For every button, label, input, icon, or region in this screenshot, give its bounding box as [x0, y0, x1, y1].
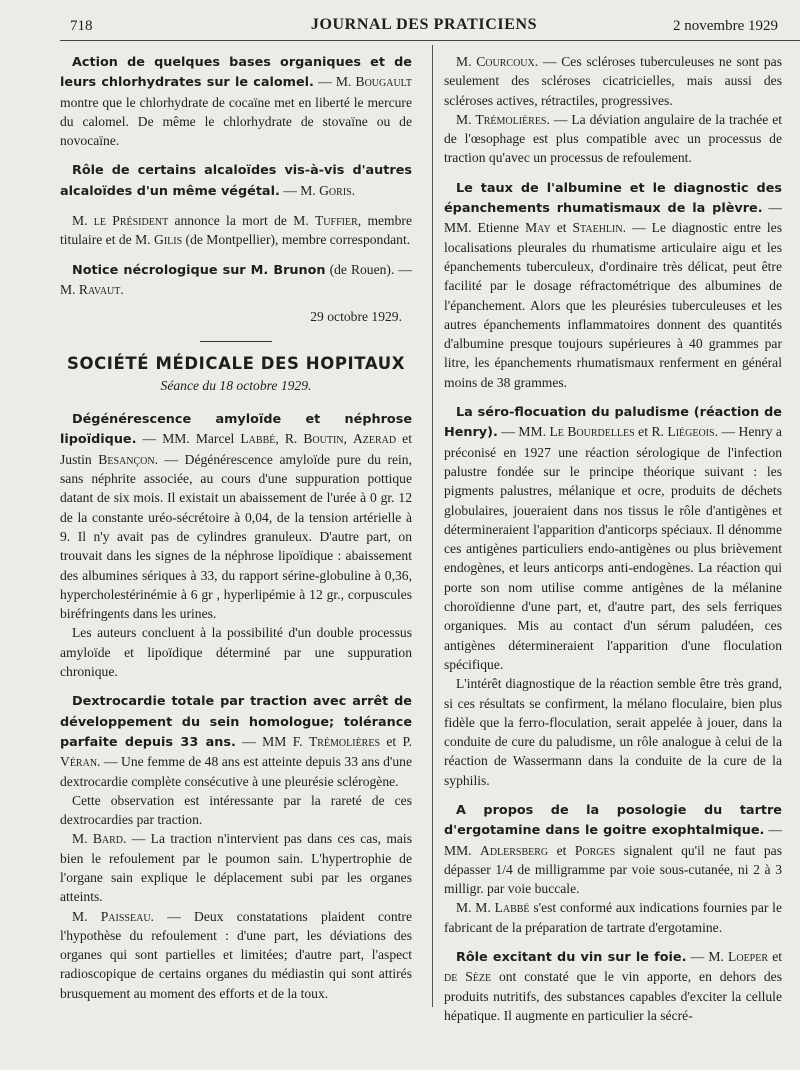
society-heading: SOCIÉTÉ MÉDICALE DES HOPITAUX [66, 353, 406, 373]
article-title: Dextrocardie totale par traction avec arrêt de développement du sein homologue; tolérance parfaite depuis 33 ans. [60, 694, 412, 750]
person-name: Gilis [154, 232, 183, 248]
page-header [70, 14, 778, 38]
right-column [444, 52, 782, 1035]
person-name: Tuffier [315, 213, 358, 229]
article-amyloide: Dégénérescence amyloïde et néphrose lipoïdique. — MM. Marcel Labbé, R. Boutin, Azerad et Justin Besançon. — Dégénérescence amyloïde pure du rein, sans néphrite associée, au cours d'une suppuration pottique datant de six mois. Il existait un abaissement de l'urée à 0 gr. 12 de la constante uréo-sécrétoire à 0,04, de la tension artérielle à 9. Il n'y avait pas de cylindres granuleux. D'autre part, on trouvait dans les signes de la néphrose lipoïdique : abaissement des albumines sériques à 33, du rapport sérine-globuline à 0,36, hypercholestérinémie à 6 gr , hyperlipémie à 12 gr., corpuscules biréfringents dans les urines. Les auteurs concluent à la possibilité d'un double processus amyloïde et lipoïdique déterminé par une suppuration chronique. [60, 409, 412, 681]
paragraph: M. Bard. — La traction n'intervient pas dans ces cas, mais bien le refoulement par le poumon sain. L'hypertrophie de l'organe sain explique le déplacement subi par les organes atteints. [60, 831, 412, 905]
page-number: 718 [70, 18, 93, 34]
person-name: Paisseau [100, 908, 151, 924]
author-name: Trémolières [308, 733, 381, 749]
header-rule [60, 40, 800, 41]
article-alcaloides: Rôle de certains alcaloïdes vis-à-vis d'autres alcaloïdes d'un même végétal. — M. Goris. [60, 163, 412, 199]
article-vin-foie: Rôle excitant du vin sur le foie. — M. Loeper et de Sèze ont constaté que le vin apporte, en dehors des produits nutritifs, des substances capables d'exciter la cellule hépatique. Il augmente en particulier la sécré- [444, 949, 783, 1023]
author-name: Ravaut [78, 281, 121, 297]
article-title: Le taux de l'albumine et le diagnostic des épanchements rhumatismaux de la plèvre. [444, 180, 782, 217]
article-calomel: Action de quelques bases organiques et de leurs chlorhydrates sur le calomel. — M. Bougault montre que le chlorhydrate de cocaïne met en liberté le mercure du calomel. De même le chlorhydrate de stovaïne ou de novocaïne. [60, 55, 412, 149]
author-name: Liégeois [667, 424, 715, 440]
author-name: May [525, 220, 551, 236]
article-title: Rôle de certains alcaloïdes vis-à-vis d'autres alcaloïdes d'un même végétal. [60, 163, 412, 199]
left-column [60, 52, 412, 1013]
author-name: Véran [60, 754, 98, 770]
person-name: Courcoux [476, 54, 535, 69]
person-name: Labbé [494, 900, 530, 916]
article-albumine: Le taux de l'albumine et le diagnostic des épanchements rhumatismaux de la plèvre. — MM. Etienne May et Staehlin. — Le diagnostic entre les localisations pleurales du rhumatisme articulaire aigu et les épanchements tuberculeux, d'ordinaire très délicat, peut être facilité par le dosage réfractométrique des albumines de l'épanchement. Alors que les pleurésies tuberculeuses et les autres épanchements inflammatoires donnent des quantités d'albumine presque toujours supérieures à 40 grammes par litre, les épanchements rhumatismaux renferment en général moins de 38 grammes. [444, 180, 783, 390]
article-title: Dégénérescence amyloïde et néphrose lipoïdique. [60, 412, 412, 448]
article-ergotamine: A propos de la posologie du tartre d'ergotamine dans le goitre exophtalmique. — MM. Adlersberg et Porges signalent qu'il ne faut pas dépasser 1/4 de milligramme par voie sous-cutanée, ni 2 à 3 milligr. par voie buccale. M. M. Labbé s'est conformé aux indications fournies par le fabricant de la préparation de tartrate d'ergotamine. [444, 800, 782, 937]
paragraph: M. M. Labbé s'est conformé aux indications fournies par le fabricant de la préparation de tartrate d'ergotamine. [444, 900, 782, 935]
author-name: Besançon [98, 451, 155, 467]
article-notice: Notice nécrologique sur M. Brunon (de Rouen). — M. Ravaut. [60, 261, 412, 297]
column-divider [432, 45, 433, 1007]
paragraph: M. Paisseau. — Deux constatations plaident contre l'hypothèse du refoulement : d'une part, les déviations des organes qui sont partielles et limitées; d'autre part, l'aspect radioscopique de certains organes du médiastin qui sont attirés brusquement au moment des efforts et de la toux. [60, 908, 412, 1001]
article-annonce: M. le Président annonce la mort de M. Tuffier, membre titulaire et de M. Gilis (de Montpellier), membre correspondant. [60, 213, 412, 248]
author-name: Le Bourdelles [549, 424, 635, 440]
author-name: Adlersberg [480, 842, 549, 858]
section-rule [200, 341, 272, 342]
session-date: 29 octobre 1929. [310, 309, 402, 325]
article-dextrocardie: Dextrocardie totale par traction avec arrêt de développement du sein homologue; tolérance parfaite depuis 33 ans. — MM F. Trémolières et P. Véran. — Une femme de 48 ans est atteinte depuis 33 ans d'une dextrocardie complète consécutive à une pleurésie sclérogène. Cette observation est intéressante par la rareté de ces dextrocardies par traction. M. Bard. — La traction n'intervient pas dans ces cas, mais bien le refoulement par le poumon sain. L'hypertrophie de l'organe sain explique le déplacement subi par les organes atteints. M. Paisseau. — Deux constatations plaident contre l'hypothèse du refoulement : d'une part, les déviations des organes qui sont partielles et limitées; d'autre part, l'aspect radioscopique de certains organes du médiastin qui sont attirés brusquement au moment des efforts et de la toux. [60, 691, 412, 1003]
paragraph: Cette observation est intéressante par la rareté de ces dextrocardies par traction. [60, 792, 412, 828]
paragraph: L'intérêt diagnostique de la réaction semble être très grand, si ces résultats se confirment, la mélano floculaire, bien plus fidèle que la ferro-floculation, serait appelée à jouer, dans la conduite de cure du paludisme, un rôle analogue à celui de la réaction de Wassermann dans la conduite de la cure de la syphilis. [444, 676, 782, 788]
president-title: le Président [93, 213, 169, 229]
article-title: Rôle excitant du vin sur le foie. [456, 950, 687, 966]
author-name: Staehlin [572, 220, 623, 236]
article-title: Action de quelques bases organiques et de leurs chlorhydrates sur le calomel. [60, 55, 412, 91]
issue-date: 2 novembre 1929 [673, 18, 778, 34]
person-name: Bard [92, 831, 124, 847]
comment-courcoux: M. Courcoux. — Ces scléroses tuberculeuses ne sont pas seulement des scléroses cicatricielles, mais aussi des scléroses actives, rétractiles, progressives. [444, 54, 782, 108]
article-paludisme: La séro-flocuation du paludisme (réaction de Henry). — MM. Le Bourdelles et R. Liégeois. — Henry a préconisé en 1927 une réaction sérologique de l'infection palustre fondée sur le principe théorique suivant : les pigments palustres, mélanique et ocre, produits de déchets globulaires, joueraient dans nos tissus le rôle d'antigènes et détermineraient l'apparition d'anticorps spéciaux. Il dénomme ces antigènes particuliers endo-antigènes ou plus brièvement endogènes, et leurs anticorps anti-endogènes. La réaction qui porte son nom utilise comme antigènes de la mélanine choroïdienne d'une part, et, d'autre part, des sels ferriques organiques. Mis au contact d'un sérum paludéen, ces antigènes détermineraient l'apparition d'une floculation spécifique. L'intérêt diagnostique de la réaction semble être très grand, si ces résultats se confirment, la mélano floculaire, bien plus fidèle que la ferro-floculation, serait appelée à jouer, dans la conduite de cure du paludisme, un rôle analogue à celui de la réaction de Wassermann dans la conduite de la cure de la syphilis. [444, 402, 782, 790]
article-title: A propos de la posologie du tartre d'ergotamine dans le goitre exophtalmique. [444, 802, 782, 839]
author-name: de Sèze [444, 969, 492, 985]
author-name: Porges [574, 842, 616, 858]
article-title: Notice nécrologique sur M. Brunon [72, 262, 326, 278]
author-name: Loeper [728, 949, 769, 965]
paragraph: Les auteurs concluent à la possibilité d'un double processus amyloïde et lipoïdique déterminé par une suppuration chronique. [60, 625, 412, 680]
seance-line: Séance du 18 octobre 1929. [160, 377, 312, 393]
author-name: Labbé [240, 431, 276, 447]
person-name: Trémolières [475, 111, 547, 127]
author-name: Boutin [303, 431, 344, 447]
author-name: Bougault [355, 74, 412, 90]
author-name: Azerad [352, 431, 397, 447]
comment-tremolieres: M. Trémolières. — La déviation angulaire de la trachée et de l'œsophage est plus compatible avec un processus de traction qu'avec un processus de refoulement. [444, 111, 782, 166]
journal-title: JOURNAL DES PRATICIENS [310, 16, 538, 33]
author-name: Goris [319, 182, 352, 198]
article-title: La séro-flocuation du paludisme (réaction de Henry). [444, 405, 782, 441]
